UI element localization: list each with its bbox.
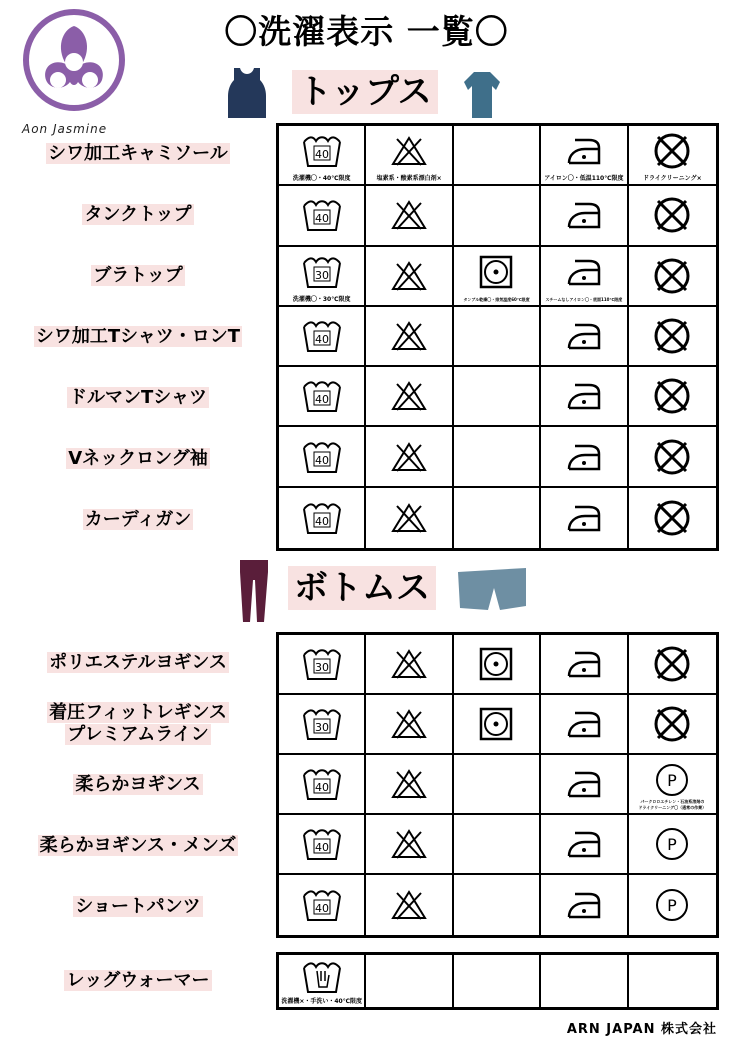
care-cell-iron: [541, 695, 628, 755]
no-bleach-icon: [391, 260, 427, 292]
product-label-text: ブラトップ: [93, 264, 183, 286]
care-cell-wash: [279, 247, 366, 307]
care-cell-iron: [541, 875, 628, 935]
no-bleach-icon: [391, 889, 427, 921]
care-cell-dry: [454, 955, 541, 1007]
iron-low-icon: [565, 649, 603, 679]
care-cell-iron: [541, 186, 628, 246]
care-cell-bleach: [366, 126, 453, 186]
care-cell-dry: [454, 488, 541, 548]
tank-top-image: [226, 66, 268, 120]
care-cell-wash: [279, 875, 366, 935]
no-dryclean-icon: [652, 256, 692, 296]
care-cell-bleach: [366, 427, 453, 487]
product-label-text: レッグウォーマー: [66, 970, 210, 991]
no-bleach-icon: [391, 320, 427, 352]
care-cell-dryclean: [629, 955, 716, 1007]
care-caption: アイロン〇・低温110℃限度: [544, 175, 624, 183]
no-bleach-icon: [391, 380, 427, 412]
dryclean-p-icon: [654, 826, 690, 862]
no-dryclean-icon: [652, 644, 692, 684]
section-tops: トップス: [292, 70, 438, 114]
svg-text:30: 30: [314, 268, 329, 282]
leggings-image: [236, 558, 272, 624]
wash-tub-icon: [301, 500, 343, 536]
svg-text:40: 40: [314, 514, 329, 528]
product-label-text: プレミアムライン: [67, 723, 209, 745]
svg-text:P: P: [667, 771, 678, 790]
care-cell-bleach: [366, 186, 453, 246]
no-dryclean-icon: [652, 704, 692, 744]
product-label-text: ポリエステルヨギンス: [49, 651, 227, 673]
svg-text:40: 40: [314, 453, 329, 467]
care-cell-dry: [454, 695, 541, 755]
care-cell-iron: [541, 126, 628, 186]
iron-low-icon: [565, 381, 603, 411]
care-cell-wash: [279, 307, 366, 367]
svg-text:40: 40: [314, 212, 329, 226]
care-cell-bleach: [366, 307, 453, 367]
care-cell-dry: [454, 875, 541, 935]
brand-name: Aon Jasmine: [22, 122, 108, 136]
no-bleach-icon: [391, 135, 427, 167]
no-bleach-icon: [391, 199, 427, 231]
wash-tub-icon: [301, 766, 343, 802]
product-label: [10, 204, 266, 226]
care-cell-bleach: [366, 247, 453, 307]
product-label: [10, 387, 266, 409]
iron-low-icon: [565, 257, 603, 287]
care-cell-iron: [541, 635, 628, 695]
iron-low-icon: [565, 769, 603, 799]
product-label: [10, 702, 266, 746]
care-cell-iron: [541, 815, 628, 875]
care-cell-dryclean: [629, 367, 716, 427]
svg-text:P: P: [667, 835, 678, 854]
care-cell-iron: [541, 955, 628, 1007]
bottoms-care-table: [276, 632, 719, 938]
care-cell-bleach: [366, 815, 453, 875]
no-bleach-icon: [391, 502, 427, 534]
product-label: [10, 835, 266, 857]
svg-text:40: 40: [314, 332, 329, 346]
svg-text:30: 30: [314, 721, 329, 734]
care-cell-iron: [541, 307, 628, 367]
wash-tub-icon: [301, 378, 343, 414]
product-label: [10, 448, 266, 470]
tumble-dry-icon: [478, 706, 514, 742]
wash-tub-icon: [301, 439, 343, 475]
care-cell-wash: [279, 427, 366, 487]
care-cell-dryclean: [629, 247, 716, 307]
wash-tub-icon: [301, 133, 343, 169]
care-cell-dry: [454, 755, 541, 815]
iron-low-icon: [565, 136, 603, 166]
care-cell-bleach: [366, 875, 453, 935]
shorts-image: [456, 566, 528, 612]
hand-wash-icon: [301, 959, 343, 995]
no-dryclean-icon: [652, 131, 692, 171]
product-label-text: 柔らかヨギンス: [75, 773, 201, 795]
care-caption: 洗濯機〇・30℃限度: [292, 295, 351, 303]
wash-tub-icon: [301, 318, 343, 354]
product-label: [10, 326, 266, 348]
iron-low-icon: [565, 709, 603, 739]
no-bleach-icon: [391, 441, 427, 473]
product-label-text: Vネックロング袖: [68, 447, 208, 469]
care-cell-bleach: [366, 695, 453, 755]
svg-text:40: 40: [314, 393, 329, 407]
care-cell-wash: [279, 755, 366, 815]
iron-low-icon: [565, 503, 603, 533]
no-dryclean-icon: [652, 437, 692, 477]
product-label: [10, 143, 266, 165]
product-label-text: シワ加工キャミソール: [48, 142, 228, 164]
product-label-text: 着圧フィットレギンス: [49, 701, 227, 723]
care-cell-dryclean: [629, 815, 716, 875]
company-name: ARN JAPAN 株式会社: [566, 1022, 717, 1037]
product-label-text: 柔らかヨギンス・メンズ: [39, 834, 237, 856]
wash-tub-icon: [301, 706, 343, 742]
product-label-text: シワ加工Tシャツ・ロンT: [35, 325, 241, 347]
product-label-text: カーディガン: [84, 508, 192, 530]
product-label: [10, 652, 266, 674]
care-cell-bleach: [366, 488, 453, 548]
no-dryclean-icon: [652, 376, 692, 416]
care-caption: ドライクリーニング×: [642, 175, 702, 183]
extra-care-table: [276, 952, 719, 1010]
care-cell-dryclean: [629, 126, 716, 186]
care-cell-dryclean: [629, 635, 716, 695]
svg-text:40: 40: [314, 841, 329, 854]
care-cell-dry: [454, 247, 541, 307]
care-cell-bleach: [366, 635, 453, 695]
wash-tub-icon: [301, 826, 343, 862]
care-cell-iron: [541, 755, 628, 815]
tops-care-table: [276, 123, 719, 551]
svg-text:P: P: [667, 896, 678, 915]
product-label-text: タンクトップ: [84, 203, 192, 225]
product-label: [10, 774, 266, 796]
dryclean-p-icon: [654, 762, 690, 798]
care-cell-dry: [454, 815, 541, 875]
care-cell-wash: [279, 955, 366, 1007]
care-cell-dryclean: [629, 755, 716, 815]
iron-low-icon: [565, 890, 603, 920]
tshirt-image: [462, 70, 502, 120]
product-label: [10, 896, 266, 918]
wash-tub-icon: [301, 646, 343, 682]
care-cell-wash: [279, 186, 366, 246]
care-cell-bleach: [366, 367, 453, 427]
care-cell-dry: [454, 427, 541, 487]
svg-text:40: 40: [314, 781, 329, 794]
care-cell-bleach: [366, 955, 453, 1007]
care-cell-wash: [279, 815, 366, 875]
care-cell-wash: [279, 126, 366, 186]
care-cell-dryclean: [629, 427, 716, 487]
section-bottoms: ボトムス: [288, 566, 436, 610]
care-caption: パークロロエチレン・石油系溶剤の ドライクリーニング〇（通常の作業）: [638, 799, 707, 810]
care-cell-dry: [454, 126, 541, 186]
care-caption: 洗濯機×・手洗い・40℃限度: [281, 998, 363, 1005]
tumble-dry-icon: [478, 254, 514, 290]
care-cell-dryclean: [629, 186, 716, 246]
care-cell-dry: [454, 307, 541, 367]
care-cell-dryclean: [629, 875, 716, 935]
iron-low-icon: [565, 442, 603, 472]
svg-text:30: 30: [314, 661, 329, 674]
no-dryclean-icon: [652, 316, 692, 356]
product-label-text: ドルマンTシャツ: [69, 386, 207, 408]
care-cell-iron: [541, 488, 628, 548]
care-caption: 塩素系・酸素系漂白剤×: [376, 175, 442, 183]
care-cell-wash: [279, 367, 366, 427]
product-label: [10, 970, 266, 992]
iron-low-icon: [565, 829, 603, 859]
care-cell-iron: [541, 247, 628, 307]
no-bleach-icon: [391, 768, 427, 800]
iron-low-icon: [565, 321, 603, 351]
product-label: [10, 265, 266, 287]
care-cell-dryclean: [629, 695, 716, 755]
care-caption: タンブル乾燥〇・排気温度60℃限度: [463, 296, 530, 302]
care-caption: 洗濯機〇・40℃限度: [292, 175, 351, 183]
product-label-text: ショートパンツ: [75, 895, 201, 917]
iron-low-icon: [565, 200, 603, 230]
dryclean-p-icon: [654, 887, 690, 923]
product-label: [10, 509, 266, 531]
no-dryclean-icon: [652, 195, 692, 235]
svg-text:40: 40: [314, 902, 329, 915]
wash-tub-icon: [301, 887, 343, 923]
page-title: 〇洗濯表示 一覧〇: [224, 12, 509, 51]
care-cell-iron: [541, 367, 628, 427]
care-cell-wash: [279, 488, 366, 548]
care-caption: スチームなしアイロン〇・底面110℃限度: [545, 296, 623, 302]
care-cell-dry: [454, 367, 541, 427]
wash-tub-icon: [301, 254, 343, 290]
no-dryclean-icon: [652, 498, 692, 538]
no-bleach-icon: [391, 828, 427, 860]
wash-tub-icon: [301, 197, 343, 233]
care-cell-dryclean: [629, 307, 716, 367]
care-cell-dry: [454, 635, 541, 695]
care-cell-bleach: [366, 755, 453, 815]
svg-text:40: 40: [314, 148, 329, 162]
no-bleach-icon: [391, 708, 427, 740]
care-cell-wash: [279, 635, 366, 695]
tumble-dry-icon: [478, 646, 514, 682]
care-cell-dryclean: [629, 488, 716, 548]
care-cell-dry: [454, 186, 541, 246]
no-bleach-icon: [391, 648, 427, 680]
care-cell-iron: [541, 427, 628, 487]
care-cell-wash: [279, 695, 366, 755]
